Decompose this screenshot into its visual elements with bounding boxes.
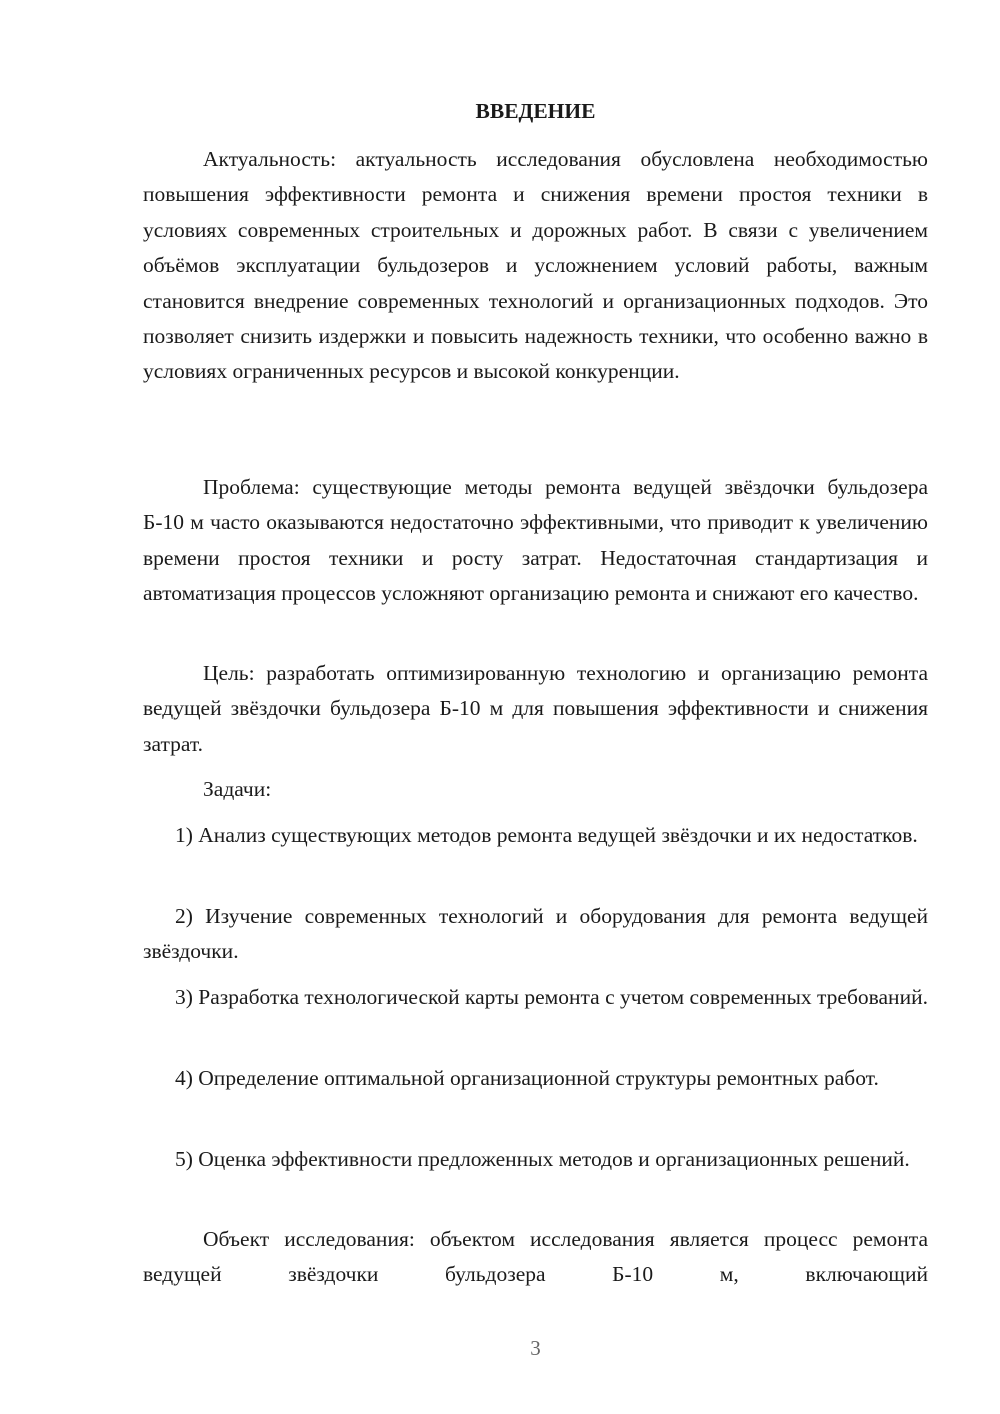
- page-title: ВВЕДЕНИЕ: [475, 99, 596, 123]
- task-item-3: 3) Разработка технологической карты ремонта с учетом современных требований.: [175, 985, 928, 1009]
- task-item-4: 4) Определение оптимальной организационной структуры ремонтных работ.: [175, 1066, 879, 1090]
- task-item-2: 2) Изучение современных технологий и оборудования для ремонта ведущей звёздочки.: [143, 904, 928, 964]
- task-item-1: 1) Анализ существующих методов ремонта ведущей звёздочки и их недостатков.: [175, 823, 918, 847]
- task-item-5: 5) Оценка эффективности предложенных методов и организационных решений.: [175, 1147, 910, 1171]
- page-number: 3: [530, 1336, 541, 1360]
- paragraph-tasks-heading: Задачи:: [203, 777, 272, 801]
- paragraph-problem: Проблема: существующие методы ремонта ведущей звёздочки бульдозера Б-10 м часто оказываются недостаточно эффективными, что приводит к увеличению времени простоя техники и росту затрат. Недостаточная стандартизация и автоматизация процессов усложняют организацию ремонта и снижают его качество.: [143, 475, 928, 606]
- paragraph-relevance: Актуальность: актуальность исследования обусловлена необходимостью повышения эффективности ремонта и снижения времени простоя техники в условиях современных строительных и дорожных работ. В связи с увеличением объёмов эксплуатации бульдозеров и усложнением условий работы, важным становится внедрение современных технологий и организационных подходов. Это позволяет снизить издержки и повысить надежность техники, что особенно важно в условиях ограниченных ресурсов и высокой конкуренции.: [143, 147, 928, 384]
- paragraph-object: Объект исследования: объектом исследования является процесс ремонта ведущей звёздочки бульдозера Б-10 м, включающий: [143, 1227, 928, 1287]
- document-page: [143, 0, 928, 1414]
- paragraph-goal: Цель: разработать оптимизированную технологию и организацию ремонта ведущей звёздочки бульдозера Б-10 м для повышения эффективности и снижения затрат.: [143, 661, 928, 756]
